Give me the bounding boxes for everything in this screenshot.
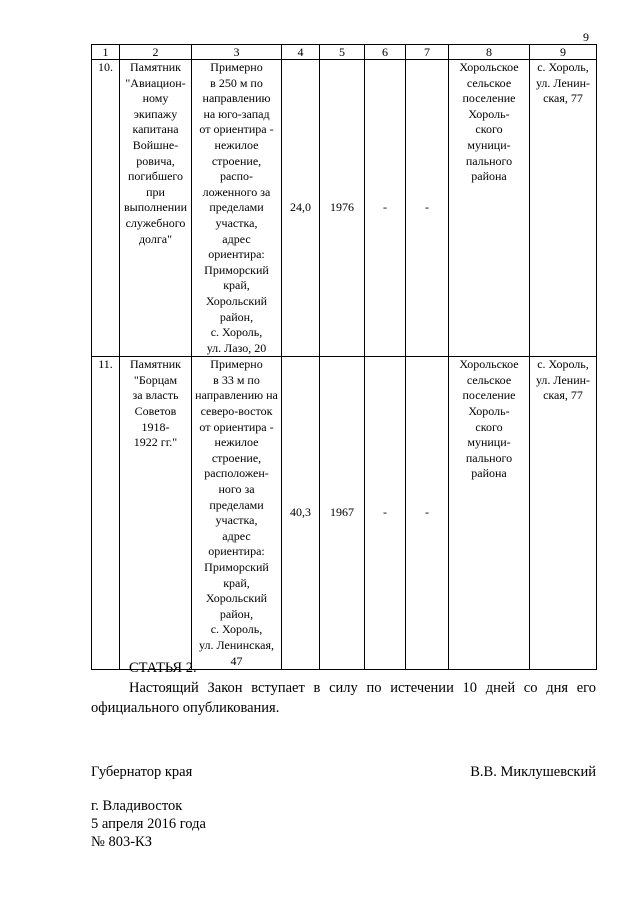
article-text-line-1: Настоящий Закон вступает в силу по истечении 10 дней со дня его xyxy=(129,680,596,696)
column-7-value: - xyxy=(406,60,449,357)
row-number: 10. xyxy=(92,60,120,357)
column-header: 2 xyxy=(120,45,192,60)
article-heading: СТАТЬЯ 2. xyxy=(129,660,197,676)
row-number: 11. xyxy=(92,357,120,670)
column-header: 1 xyxy=(92,45,120,60)
monuments-table xyxy=(91,44,597,670)
table-header-row xyxy=(92,45,597,60)
column-header: 8 xyxy=(449,45,530,60)
column-header: 5 xyxy=(320,45,365,60)
object-area: 24,0 xyxy=(282,60,320,357)
object-name: Памятник "Борцам за власть Советов 1918- 1922 гг." xyxy=(120,357,192,670)
object-name: Памятник "Авиацион- ному экипажу капитана Войшне- ровича, погибшего при выполнении служебного долга" xyxy=(120,60,192,357)
column-header: 9 xyxy=(530,45,597,60)
owner: Хорольское сельское поселение Хороль- ского муници- пального района xyxy=(449,60,530,357)
owner-address: с. Хороль, ул. Ленин- ская, 77 xyxy=(530,357,597,670)
date: 5 апреля 2016 года xyxy=(91,816,206,832)
column-6-value: - xyxy=(365,60,406,357)
place: г. Владивосток xyxy=(91,798,183,814)
page-number: 9 xyxy=(583,30,589,44)
object-year: 1976 xyxy=(320,60,365,357)
article-text-line-2: официального опубликования. xyxy=(91,700,280,716)
law-number: № 803-КЗ xyxy=(91,834,152,850)
owner: Хорольское сельское поселение Хороль- ского муници- пального района xyxy=(449,357,530,670)
object-location: Примерно в 33 м по направлению на северо-восток от ориентира - нежилое строение, расположен- ного за пределами участка, адрес ориентира: Приморский край, Хорольский район, с. Хороль, ул. Ленинская, 47 xyxy=(192,357,282,670)
column-header: 3 xyxy=(192,45,282,60)
object-year: 1967 xyxy=(320,357,365,670)
column-header: 4 xyxy=(282,45,320,60)
column-header: 6 xyxy=(365,45,406,60)
signatory-name: В.В. Миклушевский xyxy=(470,764,596,780)
table-row xyxy=(92,357,597,670)
column-header: 7 xyxy=(406,45,449,60)
table-row xyxy=(92,60,597,357)
owner-address: с. Хороль, ул. Ленин- ская, 77 xyxy=(530,60,597,357)
object-area: 40,3 xyxy=(282,357,320,670)
signatory-title: Губернатор края xyxy=(91,764,193,780)
column-7-value: - xyxy=(406,357,449,670)
object-location: Примерно в 250 м по направлению на юго-запад от ориентира - нежилое строение, распо- ложенного за пределами участка, адрес ориентира: Приморский край, Хорольский район, с. Хороль, ул. Лазо, 20 xyxy=(192,60,282,357)
column-6-value: - xyxy=(365,357,406,670)
